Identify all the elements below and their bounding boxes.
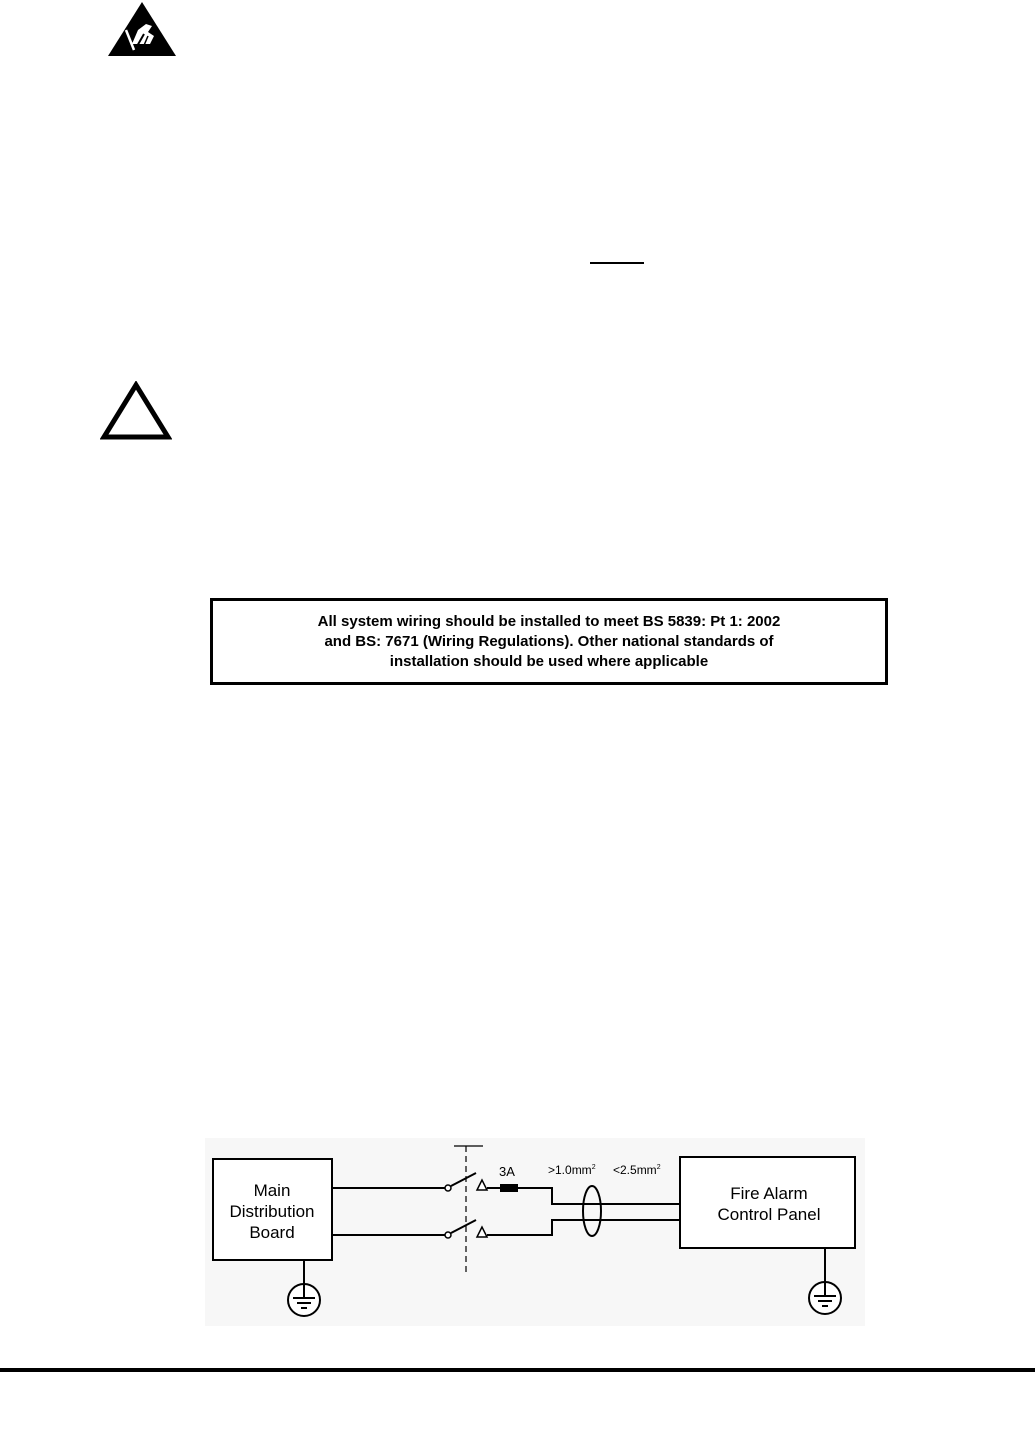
mains-wiring-diagram: [205, 1138, 865, 1326]
right-box-line-1: Fire Alarm: [730, 1184, 808, 1203]
right-box-line-2: Control Panel: [717, 1205, 821, 1224]
notice-line-1: All system wiring should be installed to meet BS 5839: Pt 1: 2002: [317, 612, 781, 630]
left-box-line-2: Distribution: [229, 1202, 315, 1221]
fuse-label: 3A: [499, 1164, 515, 1179]
esd-sensitive-warning-icon: [106, 0, 178, 58]
notice-line-3: installation should be used where applicable: [389, 652, 709, 670]
underline-mark: [590, 262, 644, 264]
cable-min-size-label: $>1.0mm^2$: [548, 1163, 596, 1177]
wiring-regulations-notice: [210, 598, 888, 685]
notice-line-2: and BS: 7671 (Wiring Regulations). Other national standards of: [324, 632, 774, 650]
caution-triangle-icon: [100, 381, 172, 441]
fuse-3a: [500, 1184, 518, 1192]
cable-max-size-label: $<2.5mm^2$: [613, 1163, 661, 1177]
left-box-line-3: Board: [249, 1223, 295, 1242]
footer-rule: [0, 1368, 1035, 1372]
earth-ground-icon: [288, 1284, 320, 1316]
earth-ground-icon: [809, 1282, 841, 1314]
left-box-line-1: Main: [253, 1181, 291, 1200]
